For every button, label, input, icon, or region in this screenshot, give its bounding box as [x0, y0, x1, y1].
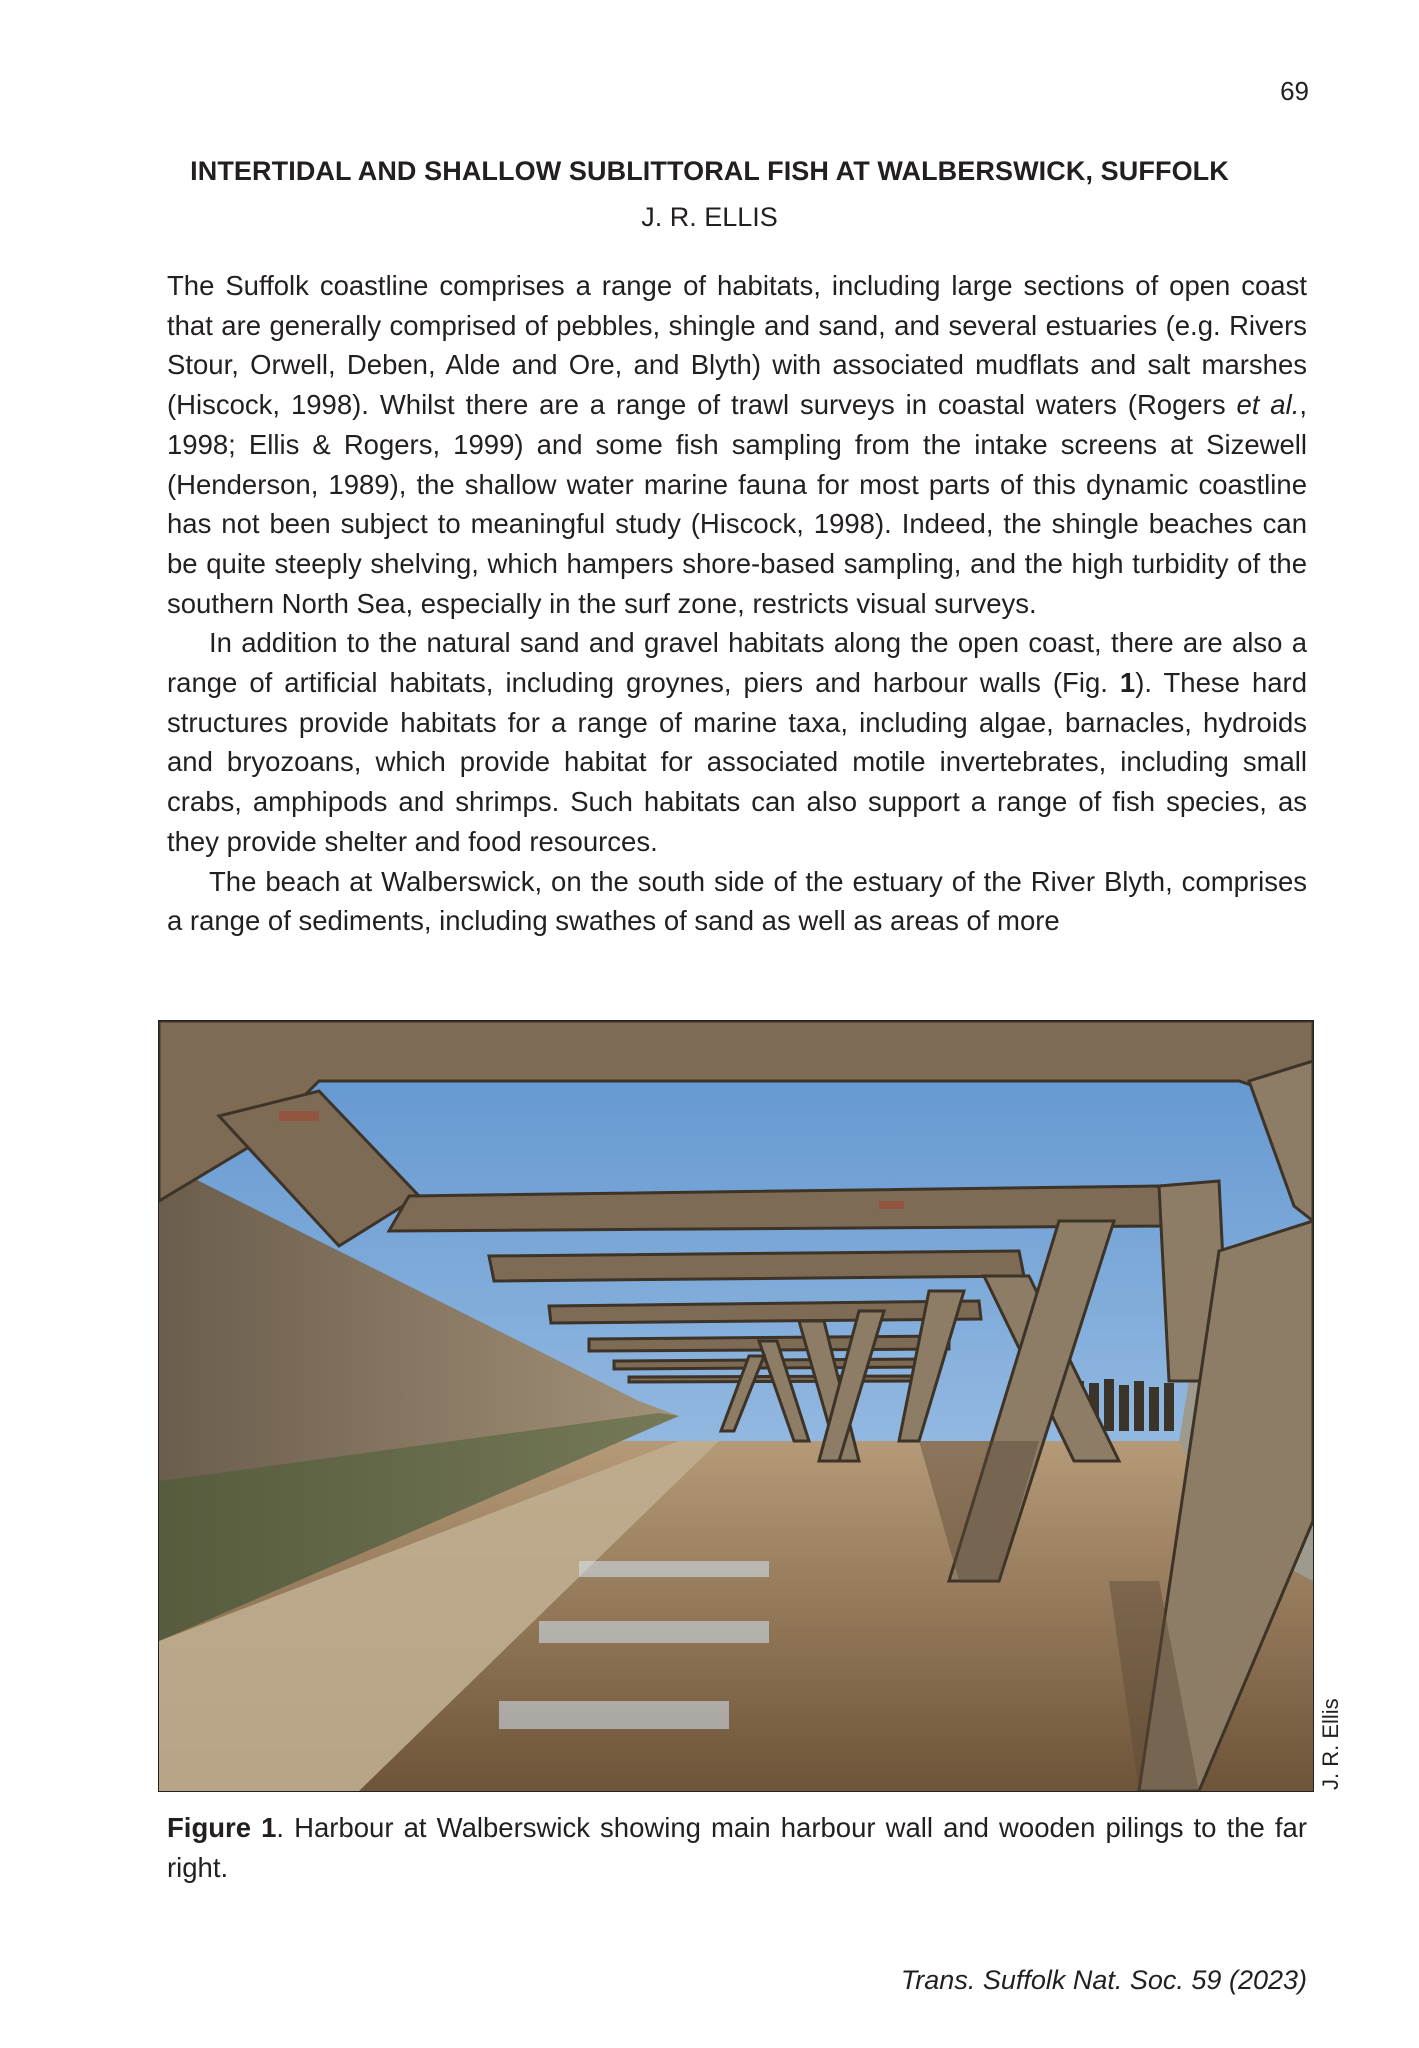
article-author: J. R. ELLIS	[641, 202, 778, 232]
figure-caption-text: . Harbour at Walberswick showing main harbour wall and wooden pilings to the far right.	[167, 1812, 1307, 1883]
paragraph-1-text-a: The Suffolk coastline comprises a range of habitats, including large sections of open coast that are generally comprised of pebbles, shingle and sand, and several estuaries (e.g. Rivers Stour, Orwell, Deben, Alde and Ore, and Blyth) with associated mudflats and salt marshes (Hiscock, 1998). Whilst there are a range of trawl surveys in coastal waters (Rogers	[167, 270, 1307, 421]
paragraph-1	[167, 266, 1307, 623]
paragraph-2-text-a: In addition to the natural sand and gravel habitats along the open coast, there are also a range of artificial habitats, including groynes, piers and harbour walls (Fig.	[167, 627, 1307, 699]
journal-footer: Trans. Suffolk Nat. Soc. 59 (2023)	[900, 1965, 1307, 1995]
article-body	[167, 266, 1307, 941]
paragraph-2-text-c: ). These hard structures provide habitats for a range of marine taxa, including algae, barnacles, hydroids and bryozoans, which provide habitat for associated motile invertebrates, including small crabs, amphipods and shrimps. Such habitats can also support a range of fish species, as they provide shelter and food resources.	[167, 667, 1307, 857]
paragraph-1-text-c: , 1998; Ellis & Rogers, 1999) and some fish sampling from the intake screens at Sizewell (Henderson, 1989), the shallow water marine fauna for most parts of this dynamic coastline has not been subject to meaningful study (Hiscock, 1998). Indeed, the shingle beaches can be quite steeply shelving, which hampers shore-based sampling, and the high turbidity of the southern North Sea, especially in the surf zone, restricts visual surveys.	[167, 389, 1307, 619]
photo-credit: J. R. Ellis	[1318, 1698, 1343, 1790]
paragraph-2	[167, 623, 1307, 861]
article-title: INTERTIDAL AND SHALLOW SUBLITTORAL FISH AT WALBERSWICK, SUFFOLK	[190, 156, 1229, 186]
paragraph-3: The beach at Walberswick, on the south side of the estuary of the River Blyth, comprises a range of sediments, including swathes of sand as well as areas of more	[167, 865, 1307, 937]
harbour-photo	[158, 1020, 1314, 1792]
page-number: 69	[1280, 76, 1309, 106]
figure-caption	[167, 1808, 1307, 1888]
figure-caption-label: Figure 1	[167, 1812, 277, 1843]
figure-reference: 1	[1119, 667, 1136, 699]
paragraph-1-italic-et-al: et al.	[1236, 389, 1300, 421]
